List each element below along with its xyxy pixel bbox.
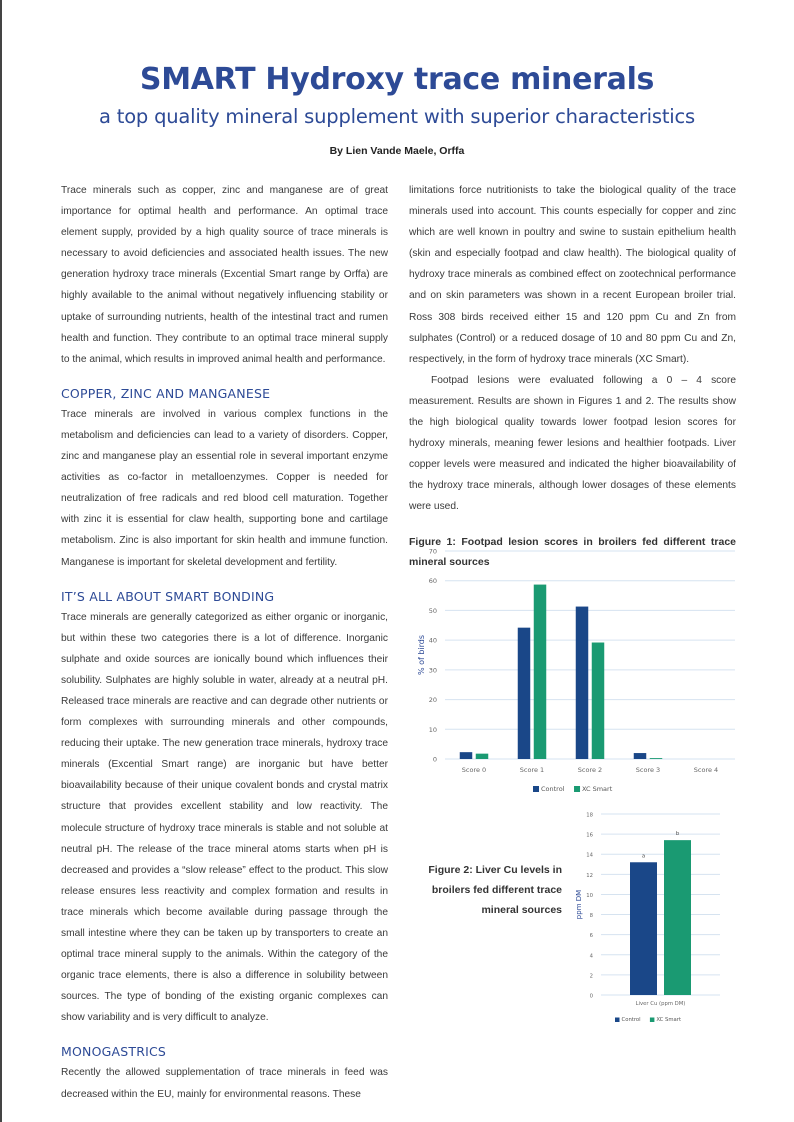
section-heading: MONOGASTRICS xyxy=(61,1044,167,1060)
bar-control xyxy=(634,753,647,759)
y-tick-label: 10 xyxy=(586,892,593,899)
y-tick-label: 14 xyxy=(586,852,593,859)
bar-xc-smart xyxy=(476,754,489,759)
article-byline: By Lien Vande Maele, Orffa xyxy=(329,145,465,157)
y-tick-label: 50 xyxy=(428,606,437,615)
section-body: Trace minerals are generally categorized as either organic or inorganic, but within these two categories there is a lot of difference. Inorganic sulphate and oxide sources are ionically bound which influences their solubility. Sulphates are highly soluble in water, already at a neutral pH. Released trace minerals are reactive and can degrade other nutrients or form complexes with surrounding minerals and other compounds, reducing their uptake. The new generation trace minerals, hydroxy trace minerals (Excential Smart range) are inorganic but have better bioavailability because of their unique covalent bonds and crystal matrix structure that provides excellent stability and low reactivity. The molecule structure of hydroxy trace minerals is stable and not soluble at neutral pH. The release of the trace mineral atoms starts when pH is decreased and provides a “slow release” effect to the product. This slow release ensures less reactivity and complex formation and results in trace minerals which become available during passage through the small intestine where they can be taken up by transporters to create an optimal trace mineral supply to the animals. Within the category of the organic trace elements, there is also a difference in solubility between sources. The type of bonding of the existing organic complexes can show variability and is very difficult to analyze. xyxy=(61,611,388,1024)
x-axis-label: Liver Cu (ppm DM) xyxy=(635,1001,686,1007)
bar-control xyxy=(576,607,589,759)
article-title: SMART Hydroxy trace minerals xyxy=(139,62,655,97)
y-axis-label: % of birds xyxy=(417,634,426,676)
legend-label: Control xyxy=(541,785,565,793)
section-heading: COPPER, ZINC AND MANGANESE xyxy=(61,385,271,401)
body-paragraph: Footpad lesions were evaluated following a 0 – 4 score measurement. Results are shown in Figures 1 and 2. The results show the high biological quality towards lower footpad lesion scores for hydroxy minerals, meaning fewer lesions and healthier footpads. Liver copper levels were measured and indicated the higher bioavailability of the hydroxy trace minerals, although lower dosages of these elements were used. xyxy=(409,374,736,513)
y-axis-label: ppm DM xyxy=(575,889,583,920)
y-tick-label: 0 xyxy=(432,755,437,764)
y-tick-label: 16 xyxy=(586,832,593,839)
y-tick-label: 40 xyxy=(428,636,437,645)
significance-label: b xyxy=(675,831,680,838)
section-heading: IT’S ALL ABOUT SMART BONDING xyxy=(61,588,275,604)
legend-label: XC Smart xyxy=(582,785,613,793)
legend-swatch xyxy=(533,786,539,792)
x-tick-label: Score 4 xyxy=(693,766,719,774)
y-tick-label: 12 xyxy=(586,872,593,879)
bar-xc-smart xyxy=(664,840,691,995)
article-subtitle: a top quality mineral supplement with superior characteristics xyxy=(99,105,695,128)
section-body: Trace minerals are involved in various complex functions in the metabolism and deficiencies can lead to a variety of disorders. Copper, zinc and manganese play an essential role in several important enzyme activities as co-factor in metalloenzymes. Copper is needed for neutralization of free radicals and red blood cell maturation. Together with zinc it is essential for claw health, supporting bone and cartilage metabolism. Zinc is also important for skin health and immune function. Manganese is important for skeletal development and fertility. xyxy=(61,408,388,568)
y-tick-label: 10 xyxy=(428,725,437,734)
figure2-caption: Figure 2: Liver Cu levels in broilers fed different trace mineral sources xyxy=(428,864,562,916)
legend-label: XC Smart xyxy=(656,1017,682,1023)
bar-chart-liver-cu xyxy=(565,805,730,1027)
legend-swatch xyxy=(574,786,580,792)
bar-xc-smart xyxy=(592,643,605,759)
y-tick-label: 60 xyxy=(428,577,437,586)
bar-xc-smart xyxy=(534,585,547,759)
x-tick-label: Score 3 xyxy=(635,766,661,774)
bar-control xyxy=(460,752,473,759)
bar-chart-footpad-scores xyxy=(415,545,740,795)
section-body: Recently the allowed supplementation of trace minerals in feed was decreased within the EU, mainly for environmental reasons. These xyxy=(61,1067,388,1100)
right-column xyxy=(409,180,736,572)
legend-swatch xyxy=(615,1018,620,1023)
y-tick-label: 20 xyxy=(428,696,437,705)
body-paragraph: limitations force nutritionists to take the biological quality of the trace minerals used into account. This counts especially for copper and zinc which are well known in poultry and swine to sustain epithelium health (skin and especially footpad and claw health). The biological quality of hydroxy trace minerals as combined effect on zootechnical performance and on skin parameters was shown in a recent European broiler trial. Ross 308 birds received either 15 and 120 ppm Cu and Zn from sulphates (Control) or a reduced dosage of 10 and 80 ppm Cu and Zn, respectively, in the form of hydroxy trace minerals (XC Smart). xyxy=(409,185,736,365)
x-tick-label: Score 1 xyxy=(519,766,545,774)
y-tick-label: 2 xyxy=(589,973,593,980)
figure2-chart xyxy=(565,805,730,1027)
left-column xyxy=(61,180,388,1105)
figure1-title: Figure 1: Footpad lesion scores in broilers fed different trace mineral sources xyxy=(409,535,736,568)
intro-paragraph: Trace minerals such as copper, zinc and manganese are of great importance for optimal health and performance. An optimal trace element supply, provided by a high quality source of trace minerals is necessary to avoid deficiencies and associated health issues. The new generation hydroxy trace minerals (Excential Smart range by Orffa) are highly available to the animal without negatively influencing stability or uptake of surrounding nutrients, health of the intestinal tract and rumen health and function. They contribute to an optimal trace mineral supply to the animal, which results in improved animal health and performance. xyxy=(61,185,388,365)
y-tick-label: 4 xyxy=(589,953,593,960)
bar-control xyxy=(630,862,657,995)
y-tick-label: 6 xyxy=(589,933,593,940)
x-tick-label: Score 0 xyxy=(461,766,487,774)
y-tick-label: 18 xyxy=(586,812,593,819)
y-tick-label: 8 xyxy=(589,913,593,920)
bar-control xyxy=(518,628,531,759)
legend-swatch xyxy=(650,1018,655,1023)
bar-xc-smart xyxy=(650,758,663,759)
legend-label: Control xyxy=(621,1017,641,1023)
x-tick-label: Score 2 xyxy=(577,766,603,774)
y-tick-label: 0 xyxy=(589,993,593,1000)
figure1-chart xyxy=(415,545,740,795)
significance-label: a xyxy=(641,853,646,860)
y-tick-label: 30 xyxy=(428,666,437,675)
y-tick-label: 70 xyxy=(428,547,437,556)
